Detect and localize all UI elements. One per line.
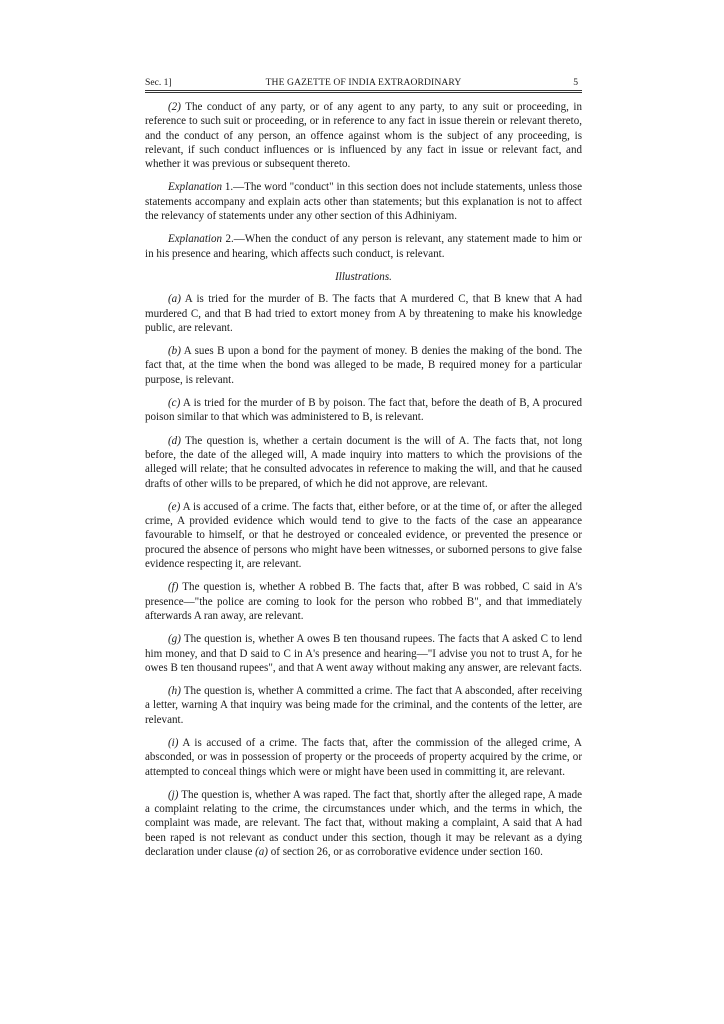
explanation-label: Explanation <box>168 181 222 194</box>
illustration-text: The question is, whether A owes B ten thousand rupees. The facts that A asked C to lend him money, and that D said to C in A's presence and hearing—"I advise you not to trust A, for he owes B ten thousand rupees", and that A went away without making any answer, are relevant facts. <box>145 633 582 674</box>
explanation-label: Explanation <box>168 233 222 246</box>
illustration-text-continued: of section 26, or as corroborative evidence under section 160. <box>268 846 543 859</box>
illustration-h <box>145 684 582 727</box>
illustration-i <box>145 736 582 779</box>
explanation-1 <box>145 180 582 223</box>
illustration-text: The question is, whether a certain document is the will of A. The facts that, not long before, the date of the alleged will, A made inquiry into matters to which the provisions of the alleged will relate; that he consulted advocates in reference to making the will, and that he caused drafts of other wills to be prepared, of which he did not approve, are relevant. <box>145 434 582 490</box>
illustration-label: (d) <box>168 434 181 447</box>
illustration-text: A is accused of a crime. The facts that, after the commission of the alleged crime, A absconded, or was in possession of property or the proceeds of property acquired by the crime, or attempted to conceal things which were or might have been used in committing it, are relevant. <box>145 736 582 778</box>
illustration-text: A is tried for the murder of B. The facts that A murdered C, that B knew that A had murdered C, and that B had tried to extort money from A by threatening to make his knowledge public, are relevant. <box>145 293 582 334</box>
illustration-g <box>145 632 582 675</box>
illustration-a <box>145 292 582 335</box>
illustrations-heading: Illustrations. <box>335 270 392 283</box>
explanation-2 <box>145 232 582 261</box>
page-header <box>145 77 582 93</box>
illustration-label: (g) <box>168 633 181 646</box>
gazette-title: THE GAZETTE OF INDIA EXTRAORDINARY <box>265 77 462 88</box>
header-rule-top <box>145 90 582 91</box>
subsection-2 <box>145 100 582 171</box>
document-body <box>145 100 582 868</box>
illustration-label: (e) <box>168 500 181 513</box>
illustration-text: The question is, whether A committed a crime. The fact that A absconded, after receiving a letter, warning A that inquiry was being made for the criminal, and the contents of the letter, are relevant. <box>145 685 582 726</box>
explanation-text: 1.—The word "conduct" in this section does not include statements, unless those statements accompany and explain acts other than statements; but this explanation is not to affect the relevancy of statements under any other section of this Adhiniyam. <box>145 181 582 223</box>
explanation-text: 2.—When the conduct of any person is relevant, any statement made to him or in his presence and hearing, which affects such conduct, is relevant. <box>145 233 582 260</box>
illustration-label: (b) <box>168 345 181 358</box>
subsection-text: The conduct of any party, or of any agent to any party, to any suit or proceeding, in reference to such suit or proceeding, or in reference to any fact in issue therein or relevant thereto, and the conduct of any person, an offence against whom is the subject of any proceeding, is relevant, if such conduct influences or is influenced by any fact in issue or relevant fact, and whether it was previous or subsequent thereto. <box>145 101 582 171</box>
illustration-text: A is tried for the murder of B by poison. The fact that, before the death of B, A procured poison similar to that which was administered to B, is relevant. <box>145 397 582 424</box>
illustration-text: The question is, whether A robbed B. The facts that, after B was robbed, C said in A's presence—"the police are coming to look for the person who robbed B", and that immediately afterwards A ran away, are relevant. <box>145 581 582 622</box>
illustration-label: (c) <box>168 397 181 410</box>
illustration-label: (j) <box>168 788 179 801</box>
illustration-e <box>145 500 582 571</box>
illustration-f <box>145 580 582 623</box>
subsection-number: (2) <box>168 101 181 113</box>
illustration-text: A sues B upon a bond for the payment of money. B denies the making of the bond. The fact that, at the time when the bond was alleged to be made, B required money for a particular purpose, is relevant. <box>145 345 582 386</box>
clause-reference: (a) <box>255 846 268 859</box>
illustration-j <box>145 788 582 859</box>
illustration-d <box>145 434 582 491</box>
illustration-label: (i) <box>168 736 179 749</box>
illustration-label: (a) <box>168 293 181 306</box>
page-number: 5 <box>573 77 578 88</box>
illustration-c <box>145 396 582 425</box>
illustration-text: A is accused of a crime. The facts that, either before, or at the time of, or after the alleged crime, A provided evidence which would tend to give to the facts of the case an appearance favourable to himself, or that he destroyed or concealed evidence, or prevented the presence or procured the absence of persons who might have been witnesses, or suborned persons to give false evidence respecting it, are relevant. <box>145 500 582 571</box>
illustration-text: The question is, whether A was raped. The fact that, shortly after the alleged rape, A made a complaint relating to the crime, the circumstances under which, and the terms in which, the complaint was made, are relevant. The fact that, without making a complaint, A said that A had been raped is not relevant as conduct under this section, though it may be relevant as a dying declaration under clause <box>145 788 582 859</box>
illustration-label: (h) <box>168 685 181 698</box>
section-reference: Sec. 1] <box>145 77 172 88</box>
illustration-b <box>145 344 582 387</box>
illustration-label: (f) <box>168 581 179 594</box>
header-rule-bottom <box>145 92 582 93</box>
